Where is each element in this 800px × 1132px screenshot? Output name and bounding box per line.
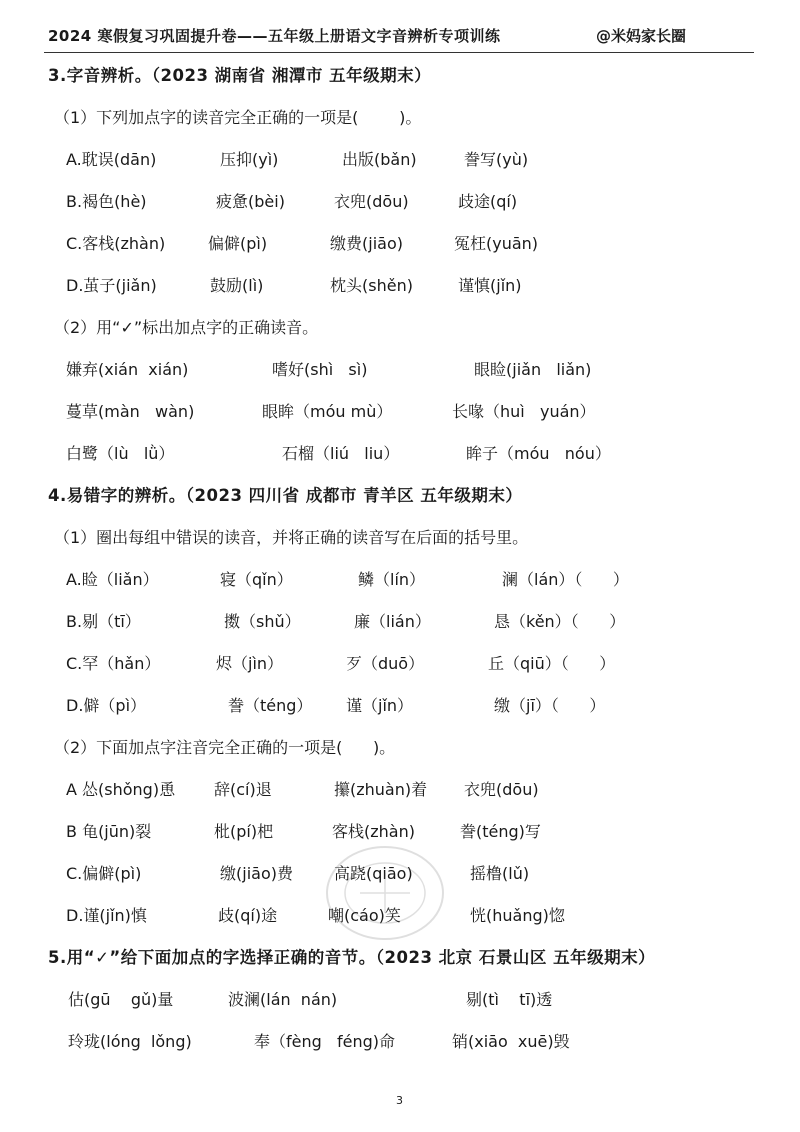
q4-part2-prompt: （2）下面加点字注音完全正确的一项是( )。 — [54, 738, 396, 757]
q3-option-a-4: 誊写(yù) — [464, 150, 529, 169]
q4-choice-b-3: 客栈(zhàn) — [332, 822, 415, 841]
q5-item-2-1: 玲珑(lóng lǒng) — [68, 1032, 192, 1051]
q4-choice-d-1: D.谨(jǐn)慎 — [66, 906, 147, 925]
q3-option-d-4: 谨慎(jǐn) — [458, 276, 522, 295]
q3-option-a-3: 出版(bǎn) — [342, 150, 417, 169]
q3-option-c-2: 偏僻(pì) — [208, 234, 268, 253]
q4-part1-prompt: （1）圈出每组中错误的读音，并将正确的读音写在后面的括号里。 — [54, 528, 529, 547]
q4-option-a-3: 鳞（lín） — [358, 570, 426, 589]
q4-choice-c-1: C.偏僻(pì) — [66, 864, 142, 883]
page-header — [44, 22, 754, 53]
q4-title: 4.易错字的辨析。（2023 四川省 成都市 青羊区 五年级期末） — [48, 486, 523, 505]
q3-option-a-2: 压抑(yì) — [220, 150, 279, 169]
q3-part2-prompt: （2）用“✓”标出加点字的正确读音。 — [54, 318, 319, 337]
q3-option-a-1: A.耽误(dān) — [66, 150, 157, 169]
q5-item-1-2: 波澜(lán nán) — [228, 990, 338, 1009]
q3-option-b-4: 歧途(qí) — [458, 192, 518, 211]
q4-option-d-2: 誊（téng） — [228, 696, 313, 715]
q4-option-c-2: 烬（jìn） — [216, 654, 284, 673]
q3-pinyin-3-2: 石榴（liú liu） — [282, 444, 400, 463]
q5-item-1-3: 剔(tì tī)透 — [466, 990, 553, 1009]
q3-option-c-3: 缴费(jiāo) — [330, 234, 403, 253]
q4-choice-d-3: 嘲(cáo)笑 — [328, 906, 401, 925]
q4-option-b-1: B.剔（tī） — [66, 612, 141, 631]
watermark-stamp-icon — [320, 838, 450, 948]
q3-pinyin-1-3: 眼睑(jiǎn liǎn) — [474, 360, 592, 379]
q4-option-d-3: 谨（jǐn） — [346, 696, 414, 715]
q5-title: 5.用“✓”给下面加点的字选择正确的音节。（2023 北京 石景山区 五年级期末） — [48, 948, 656, 967]
q3-option-d-3: 枕头(shěn) — [330, 276, 413, 295]
q5-item-2-3: 销(xiāo xuē)毁 — [452, 1032, 570, 1051]
q4-option-c-4: 丘（qiū）（ ） — [488, 654, 616, 673]
q3-option-b-1: B.褐色(hè) — [66, 192, 147, 211]
q4-choice-a-4: 衣兜(dōu) — [464, 780, 539, 799]
q4-choice-d-2: 歧(qí)途 — [218, 906, 278, 925]
q3-part1-prompt: （1）下列加点字的读音完全正确的一项是( )。 — [54, 108, 422, 127]
q3-pinyin-3-1: 白鹭（lù lǜ） — [66, 444, 175, 463]
q3-pinyin-2-3: 长喙（huì yuán） — [452, 402, 596, 421]
q3-title: 3.字音辨析。（2023 湖南省 湘潭市 五年级期末） — [48, 66, 432, 85]
q4-choice-a-1: A 怂(shǒng)恿 — [66, 780, 176, 799]
q4-option-c-3: 歹（duō） — [346, 654, 425, 673]
q4-option-a-1: A.睑（liǎn） — [66, 570, 159, 589]
q3-option-d-2: 鼓励(lì) — [210, 276, 264, 295]
q3-option-c-4: 冤枉(yuān) — [454, 234, 539, 253]
q4-choice-b-2: 枇(pí)杷 — [214, 822, 274, 841]
q3-pinyin-1-1: 嫌弃(xián xián) — [66, 360, 189, 379]
q5-item-1-1: 估(gū gǔ)量 — [68, 990, 174, 1009]
q3-pinyin-3-3: 眸子（móu nóu） — [466, 444, 611, 463]
q4-choice-c-2: 缴(jiāo)费 — [220, 864, 293, 883]
q3-option-d-1: D.茧子(jiǎn) — [66, 276, 157, 295]
q4-option-b-4: 恳（kěn）（ ） — [494, 612, 626, 631]
q4-choice-b-4: 誊(téng)写 — [460, 822, 541, 841]
q4-option-d-4: 缴（jī）（ ） — [494, 696, 606, 715]
q4-choice-b-1: B 龟(jūn)裂 — [66, 822, 152, 841]
q3-pinyin-2-1: 蔓草(màn wàn) — [66, 402, 195, 421]
q3-option-b-2: 疲惫(bèi) — [216, 192, 285, 211]
q4-option-b-2: 擞（shǔ） — [224, 612, 301, 631]
q4-option-b-3: 廉（lián） — [354, 612, 431, 631]
q3-pinyin-1-2: 嗜好(shì sì) — [272, 360, 368, 379]
q4-choice-a-2: 辞(cí)退 — [214, 780, 272, 799]
page-number: 3 — [396, 1094, 403, 1107]
q4-option-a-2: 寝（qǐn） — [220, 570, 293, 589]
q4-option-d-1: D.僻（pì） — [66, 696, 147, 715]
q4-choice-d-4: 恍(huǎng)惚 — [470, 906, 565, 925]
q3-option-b-3: 衣兜(dōu) — [334, 192, 409, 211]
q4-choice-a-3: 攥(zhuàn)着 — [334, 780, 428, 799]
document-title: 2024 寒假复习巩固提升卷——五年级上册语文字音辨析专项训练 — [48, 27, 501, 45]
q5-item-2-2: 奉（fèng féng)命 — [254, 1032, 396, 1051]
q4-choice-c-4: 摇橹(lǔ) — [470, 864, 530, 883]
q3-pinyin-2-2: 眼眸（móu mù） — [262, 402, 393, 421]
brand-label: @米妈家长圈 — [596, 27, 687, 45]
q4-choice-c-3: 高跷(qiāo) — [334, 864, 413, 883]
q3-option-c-1: C.客栈(zhàn) — [66, 234, 166, 253]
q4-option-a-4: 澜（lán）（ ） — [502, 570, 629, 589]
q4-option-c-1: C.罕（hǎn） — [66, 654, 161, 673]
